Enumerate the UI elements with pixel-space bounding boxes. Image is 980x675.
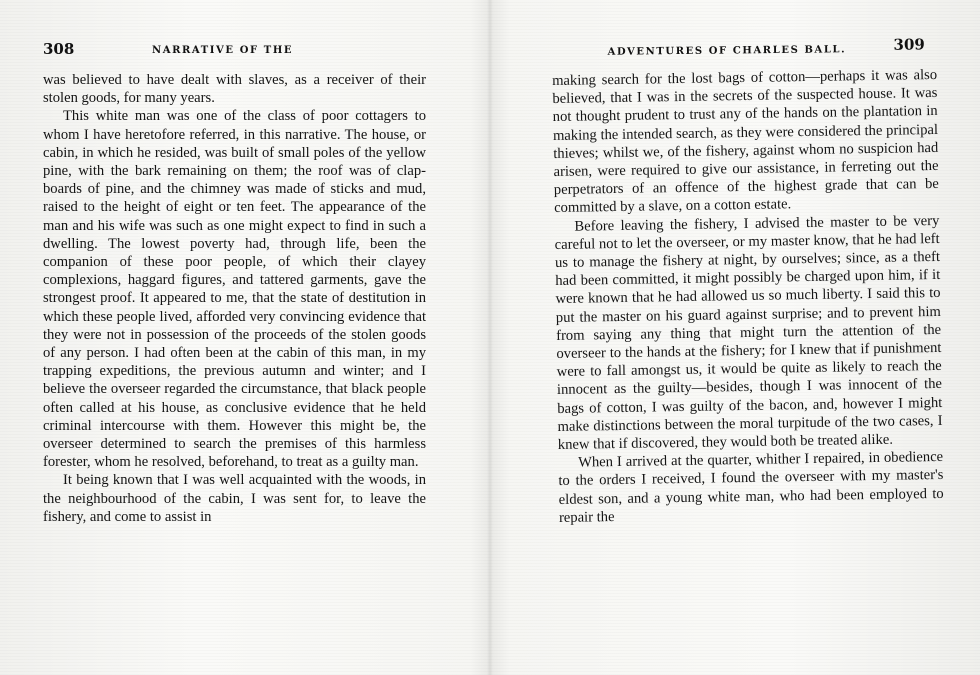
- right-paragraph-2: Before leaving the fishery, I advised the master to be very careful not to let the overseer, or my master know, that he had left us to manage the fishery at night, by ourselves; since, as a theft had been committed, it might possibly be charged upon him, if it were known that he had allowed us so much liberty. I said this to put the master on his guard against surprise; and to prevent him from saying any thing that might turn the attention of the overseer to the hands at the fishery; for I knew that if punishment were to fall amongst us, it would be quite as likely to reach the innocent as the guilty—besides, though I was innocent of the bags of cotton, I was guilty of the bacon, and, however I might make distinctions between the moral turpitude of the two cases, I knew that if discovered, they would both be treated alike.: [554, 212, 943, 454]
- right-running-head: ADVENTURES OF CHARLES BALL.: [607, 44, 847, 58]
- right-paragraph-3: When I arrived at the quarter, whither I repaired, in obedience to the orders I received, I found the overseer with my master's eldest son, and a young white man, who had been employed to repair the: [558, 449, 944, 526]
- left-paragraph-1: was believed to have dealt with slaves, as a receiver of their stolen goods, for many years.: [43, 72, 426, 107]
- right-paragraph-1: making search for the lost bags of cotton—perhaps it was also believed, that I was in the secrets of the suspected house. It was not thought prudent to trust any of the hands on the plantation in making the intended search, as they were considered the principal thieves; whilst we, of the fishery, against whom no suspicion had arisen, were required to give our assistance, in ferreting out the perpetrators of an offence of the highest grade that can be committed by a slave, on a cotton estate.: [552, 66, 939, 217]
- right-page-number: 309: [893, 35, 925, 54]
- left-paragraph-2: This white man was one of the class of poor cottagers to whom I have heretofore referred, in this narrative. The house, or cabin, in which he resided, was built of small poles of the yellow pine, with the bark remaining on them; the roof was of clap-boards of pine, and the chimney was made of sticks and mud, raised to the height of eight or ten feet. The appearance of the man and his wife was such as one might expect to find in such a dwelling. The lowest poverty had, through life, been the companion of these poor people, of which their clayey complexions, haggard figures, and tattered garments, gave the strongest proof. It appeared to me, that the state of destitution in which these people lived, afforded very convincing evidence that they were not in possession of the proceeds of the stolen goods of any person. I had often been at the cabin of this man, in my trapping expeditions, the previous autumn and winter; and I believe the overseer regarded the circumstance, that black people often called at his house, as conclusive evidence that he held criminal intercourse with them. However this might be, the overseer determined to search the premises of this harmless forester, whom he resolved, beforehand, to treat as a guilty man.: [43, 108, 426, 471]
- right-text-block: [552, 66, 944, 527]
- left-page-number: 308: [43, 40, 75, 58]
- left-running-head: NARRATIVE OF THE: [152, 45, 294, 56]
- left-page: [0, 0, 488, 675]
- left-text-block: [43, 71, 426, 526]
- right-page: [490, 0, 980, 675]
- left-paragraph-3: It being known that I was well acquainted with the woods, in the neighbourhood of the cabin, I was sent for, to leave the fishery, and come to assist in: [43, 472, 426, 525]
